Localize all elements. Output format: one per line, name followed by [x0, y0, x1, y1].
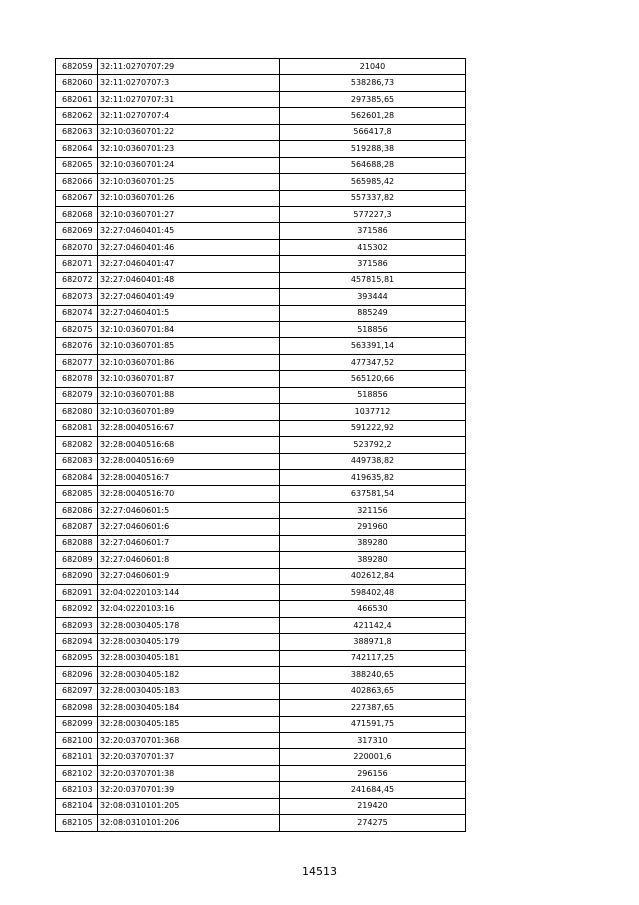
cadastral-number-cell: 32:20:0370701:38 [98, 765, 280, 781]
table-row [56, 486, 466, 502]
table-row [56, 552, 466, 568]
cadastral-number-cell: 32:10:0360701:24 [98, 157, 280, 173]
cadastral-number-cell: 32:04:0220103:144 [98, 585, 280, 601]
table-row [56, 502, 466, 518]
cadastral-number-cell: 32:27:0460601:7 [98, 535, 280, 551]
table-row [56, 798, 466, 814]
table-row [56, 387, 466, 403]
cadastral-number-cell: 32:10:0360701:84 [98, 322, 280, 338]
table-row [56, 174, 466, 190]
row-number-cell: 682103 [56, 782, 98, 798]
value-cell: 538286,73 [280, 75, 466, 91]
cadastral-number-cell: 32:28:0030405:181 [98, 650, 280, 666]
value-cell: 388971,8 [280, 634, 466, 650]
value-cell: 565120,66 [280, 371, 466, 387]
table-row [56, 223, 466, 239]
row-number-cell: 682075 [56, 322, 98, 338]
table-row [56, 716, 466, 732]
value-cell: 523792,2 [280, 437, 466, 453]
cadastral-number-cell: 32:27:0460401:48 [98, 272, 280, 288]
row-number-cell: 682073 [56, 289, 98, 305]
value-cell: 562601,28 [280, 108, 466, 124]
table-row [56, 59, 466, 75]
cadastral-number-cell: 32:10:0360701:22 [98, 124, 280, 140]
row-number-cell: 682085 [56, 486, 98, 502]
cadastral-number-cell: 32:10:0360701:89 [98, 404, 280, 420]
cadastral-number-cell: 32:28:0040516:70 [98, 486, 280, 502]
value-cell: 297385,65 [280, 91, 466, 107]
value-cell: 742117,25 [280, 650, 466, 666]
table-row [56, 272, 466, 288]
value-cell: 1037712 [280, 404, 466, 420]
cadastral-number-cell: 32:10:0360701:88 [98, 387, 280, 403]
row-number-cell: 682059 [56, 59, 98, 75]
row-number-cell: 682086 [56, 502, 98, 518]
value-cell: 566417,8 [280, 124, 466, 140]
cadastral-number-cell: 32:10:0360701:27 [98, 206, 280, 222]
value-cell: 885249 [280, 305, 466, 321]
row-number-cell: 682078 [56, 371, 98, 387]
row-number-cell: 682071 [56, 256, 98, 272]
cadastral-number-cell: 32:20:0370701:37 [98, 749, 280, 765]
cadastral-number-cell: 32:20:0370701:39 [98, 782, 280, 798]
table-body [56, 59, 466, 832]
row-number-cell: 682065 [56, 157, 98, 173]
value-cell: 389280 [280, 535, 466, 551]
table-row [56, 815, 466, 831]
table-row [56, 338, 466, 354]
value-cell: 219420 [280, 798, 466, 814]
table-row [56, 765, 466, 781]
cadastral-number-cell: 32:11:0270707:4 [98, 108, 280, 124]
table-row [56, 585, 466, 601]
table-row [56, 404, 466, 420]
row-number-cell: 682069 [56, 223, 98, 239]
value-cell: 321156 [280, 502, 466, 518]
row-number-cell: 682077 [56, 354, 98, 370]
cadastral-number-cell: 32:28:0030405:184 [98, 700, 280, 716]
value-cell: 402612,84 [280, 568, 466, 584]
table-row [56, 157, 466, 173]
table-row [56, 601, 466, 617]
table-row [56, 535, 466, 551]
value-cell: 389280 [280, 552, 466, 568]
row-number-cell: 682104 [56, 798, 98, 814]
table-row [56, 782, 466, 798]
table-row [56, 749, 466, 765]
value-cell: 518856 [280, 322, 466, 338]
table-row [56, 190, 466, 206]
row-number-cell: 682087 [56, 519, 98, 535]
cadastral-number-cell: 32:28:0030405:182 [98, 667, 280, 683]
value-cell: 564688,28 [280, 157, 466, 173]
cadastral-number-cell: 32:08:0310101:206 [98, 815, 280, 831]
value-cell: 21040 [280, 59, 466, 75]
row-number-cell: 682070 [56, 239, 98, 255]
cadastral-number-cell: 32:11:0270707:29 [98, 59, 280, 75]
table-row [56, 371, 466, 387]
value-cell: 449738,82 [280, 453, 466, 469]
cadastral-number-cell: 32:28:0040516:67 [98, 420, 280, 436]
row-number-cell: 682094 [56, 634, 98, 650]
value-cell: 637581,54 [280, 486, 466, 502]
row-number-cell: 682072 [56, 272, 98, 288]
cadastral-number-cell: 32:27:0460401:46 [98, 239, 280, 255]
value-cell: 296156 [280, 765, 466, 781]
cadastral-number-cell: 32:27:0460401:49 [98, 289, 280, 305]
row-number-cell: 682100 [56, 732, 98, 748]
cadastral-number-cell: 32:27:0460401:45 [98, 223, 280, 239]
table-row [56, 206, 466, 222]
table-row [56, 634, 466, 650]
cadastral-number-cell: 32:28:0040516:69 [98, 453, 280, 469]
cadastral-number-cell: 32:10:0360701:26 [98, 190, 280, 206]
row-number-cell: 682090 [56, 568, 98, 584]
table-row [56, 700, 466, 716]
row-number-cell: 682096 [56, 667, 98, 683]
cadastral-number-cell: 32:20:0370701:368 [98, 732, 280, 748]
row-number-cell: 682088 [56, 535, 98, 551]
table-row [56, 420, 466, 436]
cadastral-number-cell: 32:27:0460601:8 [98, 552, 280, 568]
row-number-cell: 682102 [56, 765, 98, 781]
row-number-cell: 682079 [56, 387, 98, 403]
table-row [56, 91, 466, 107]
cadastral-number-cell: 32:28:0040516:68 [98, 437, 280, 453]
table-row [56, 239, 466, 255]
cadastral-number-cell: 32:27:0460601:5 [98, 502, 280, 518]
value-cell: 557337,82 [280, 190, 466, 206]
row-number-cell: 682062 [56, 108, 98, 124]
row-number-cell: 682092 [56, 601, 98, 617]
cadastral-number-cell: 32:04:0220103:16 [98, 601, 280, 617]
row-number-cell: 682095 [56, 650, 98, 666]
value-cell: 457815,81 [280, 272, 466, 288]
table-row [56, 732, 466, 748]
value-cell: 393444 [280, 289, 466, 305]
row-number-cell: 682063 [56, 124, 98, 140]
row-number-cell: 682064 [56, 141, 98, 157]
cadastral-number-cell: 32:27:0460601:6 [98, 519, 280, 535]
cadastral-number-cell: 32:28:0040516:7 [98, 469, 280, 485]
value-cell: 421142,4 [280, 617, 466, 633]
value-cell: 388240,65 [280, 667, 466, 683]
value-cell: 402863,65 [280, 683, 466, 699]
table-row [56, 437, 466, 453]
value-cell: 519288,38 [280, 141, 466, 157]
cadastral-number-cell: 32:27:0460401:47 [98, 256, 280, 272]
value-cell: 291960 [280, 519, 466, 535]
row-number-cell: 682089 [56, 552, 98, 568]
value-cell: 415302 [280, 239, 466, 255]
table-row [56, 683, 466, 699]
table-row [56, 289, 466, 305]
table-row [56, 141, 466, 157]
cadastral-value-table [55, 58, 466, 832]
row-number-cell: 682083 [56, 453, 98, 469]
row-number-cell: 682084 [56, 469, 98, 485]
table-row [56, 75, 466, 91]
value-cell: 577227,3 [280, 206, 466, 222]
row-number-cell: 682067 [56, 190, 98, 206]
table-row [56, 667, 466, 683]
table-row [56, 124, 466, 140]
table-row [56, 305, 466, 321]
row-number-cell: 682076 [56, 338, 98, 354]
row-number-cell: 682081 [56, 420, 98, 436]
value-cell: 471591,75 [280, 716, 466, 732]
value-cell: 227387,65 [280, 700, 466, 716]
value-cell: 371586 [280, 223, 466, 239]
cadastral-number-cell: 32:28:0030405:179 [98, 634, 280, 650]
cadastral-number-cell: 32:27:0460601:9 [98, 568, 280, 584]
cadastral-number-cell: 32:27:0460401:5 [98, 305, 280, 321]
row-number-cell: 682080 [56, 404, 98, 420]
value-cell: 563391,14 [280, 338, 466, 354]
value-cell: 518856 [280, 387, 466, 403]
value-cell: 466530 [280, 601, 466, 617]
table-row [56, 519, 466, 535]
value-cell: 419635,82 [280, 469, 466, 485]
value-cell: 477347,52 [280, 354, 466, 370]
value-cell: 317310 [280, 732, 466, 748]
table-row [56, 256, 466, 272]
cadastral-number-cell: 32:11:0270707:3 [98, 75, 280, 91]
cadastral-number-cell: 32:28:0030405:178 [98, 617, 280, 633]
row-number-cell: 682093 [56, 617, 98, 633]
row-number-cell: 682066 [56, 174, 98, 190]
row-number-cell: 682061 [56, 91, 98, 107]
row-number-cell: 682060 [56, 75, 98, 91]
row-number-cell: 682068 [56, 206, 98, 222]
table-row [56, 354, 466, 370]
table-row [56, 650, 466, 666]
cadastral-number-cell: 32:10:0360701:87 [98, 371, 280, 387]
row-number-cell: 682098 [56, 700, 98, 716]
value-cell: 591222,92 [280, 420, 466, 436]
row-number-cell: 682105 [56, 815, 98, 831]
table-row [56, 568, 466, 584]
value-cell: 565985,42 [280, 174, 466, 190]
cadastral-number-cell: 32:10:0360701:86 [98, 354, 280, 370]
row-number-cell: 682097 [56, 683, 98, 699]
cadastral-number-cell: 32:10:0360701:25 [98, 174, 280, 190]
row-number-cell: 682074 [56, 305, 98, 321]
value-cell: 371586 [280, 256, 466, 272]
cadastral-number-cell: 32:10:0360701:23 [98, 141, 280, 157]
table-row [56, 453, 466, 469]
value-cell: 598402,48 [280, 585, 466, 601]
table-row [56, 322, 466, 338]
cadastral-number-cell: 32:11:0270707:31 [98, 91, 280, 107]
row-number-cell: 682091 [56, 585, 98, 601]
row-number-cell: 682082 [56, 437, 98, 453]
value-cell: 220001,6 [280, 749, 466, 765]
cadastral-number-cell: 32:28:0030405:183 [98, 683, 280, 699]
cadastral-number-cell: 32:10:0360701:85 [98, 338, 280, 354]
table-row [56, 469, 466, 485]
table-row [56, 617, 466, 633]
row-number-cell: 682101 [56, 749, 98, 765]
page-number: 14513 [302, 865, 337, 878]
value-cell: 274275 [280, 815, 466, 831]
value-cell: 241684,45 [280, 782, 466, 798]
row-number-cell: 682099 [56, 716, 98, 732]
cadastral-number-cell: 32:28:0030405:185 [98, 716, 280, 732]
table-row [56, 108, 466, 124]
cadastral-number-cell: 32:08:0310101:205 [98, 798, 280, 814]
